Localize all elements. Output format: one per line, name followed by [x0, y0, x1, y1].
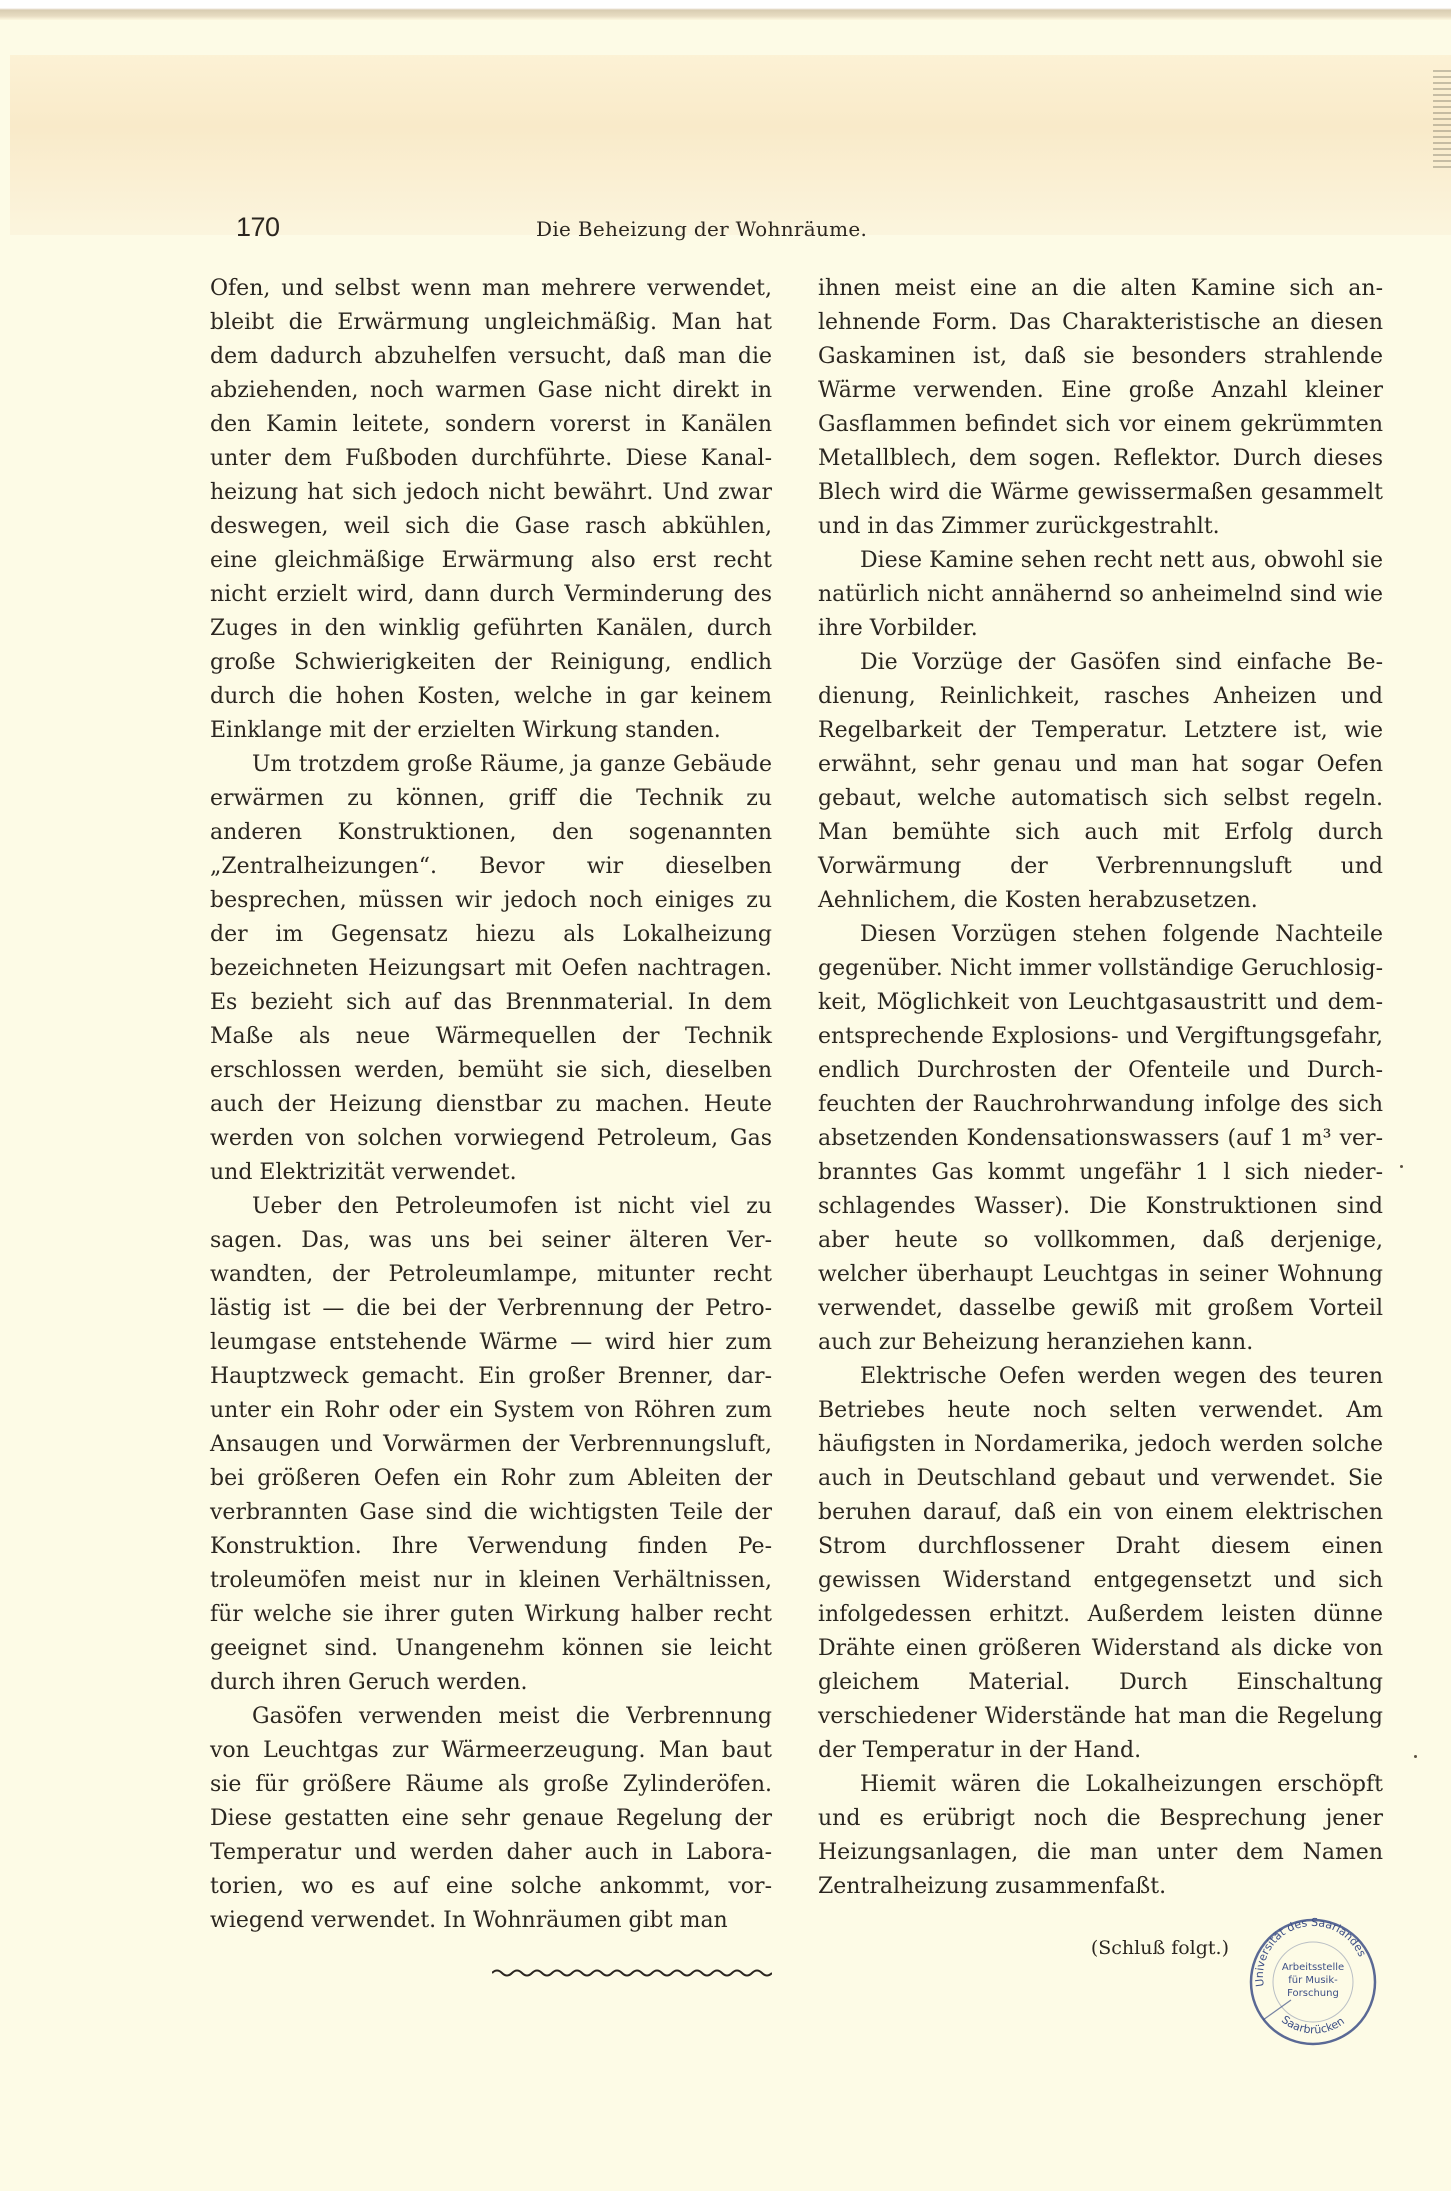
paragraph: Diesen Vorzügen stehen folgende Nachteile gegenüber. Nicht immer vollständige Geruchlosigkeit, Möglichkeit von Leuchtgasaustritt und dementsprechende Explosions- und Vergiftungsgefahr, endlich Durchrosten der Ofenteile und Durchfeuchten der Rauchrohrwandung infolge des sich absetzenden Kondensationswassers (auf 1 m³ verbranntes Gas kommt ungefähr 1 l sich niederschlagendes Wasser). Die Konstruktionen sind aber heute so vollkommen, daß derjenige, welcher überhaupt Leuchtgas in seiner Wohnung verwendet, dasselbe gewiß mit großem Vorteil auch zur Beheizung heranziehen kann. — [818, 922, 1383, 1355]
paragraph: ihnen meist eine an die alten Kamine sich anlehnende Form. Das Charakteristische an diesen Gaskaminen ist, daß sie besonders strahlende Wärme verwenden. Eine große Anzahl kleiner Gasflammen befindet sich vor einem gekrümmten Metallblech, dem sogen. Reflektor. Durch dieses Blech wird die Wärme gewissermaßen gesammelt und in das Zimmer zurückgestrahlt. — [818, 276, 1383, 539]
paper-speck — [1400, 1165, 1403, 1168]
continued-note: (Schluß folgt.) — [1090, 1937, 1229, 1959]
svg-text:Saarbrücken — [1279, 2013, 1347, 2036]
paragraph: Ueber den Petroleumofen ist nicht viel zu sagen. Das, was uns bei seiner älteren Verwandten, der Petroleumlampe, mitunter recht lästig ist — die bei der Verbrennung der Petroleumgase entstehende Wärme — wird hier zum Hauptzweck gemacht. Ein großer Brenner, darunter ein Rohr oder ein System von Röhren zum Ansaugen und Vorwärmen der Verbrennungsluft, bei größeren Oefen ein Rohr zum Ableiten der verbrannten Gase sind die wichtigsten Teile der Konstruktion. Ihre Verwendung finden Petroleumöfen meist nur in kleinen Verhältnissen, für welche sie ihrer guten Wirkung halber recht geeignet sind. Unangenehm können sie leicht durch ihren Geruch werden. — [210, 1194, 772, 1695]
running-title: Die Beheizung der Wohnräume. — [536, 217, 868, 241]
right-column-footer — [818, 1912, 1383, 2052]
stamp-outer-text: Universität des Saarlandes — [1252, 1915, 1369, 1988]
left-column-footer — [210, 1966, 772, 1980]
paragraph: Ofen, und selbst wenn man mehrere verwendet, bleibt die Erwärmung ungleichmäßig. Man hat dem dadurch abzuhelfen versucht, daß man die abziehenden, noch warmen Gase nicht direkt in den Kamin leitete, sondern vorerst in Kanälen unter dem Fußboden durchführte. Diese Kanalheizung hat sich jedoch nicht bewährt. Und zwar deswegen, weil sich die Gase rasch abkühlen, eine gleichmäßige Erwärmung also erst recht nicht erzielt wird, dann durch Verminderung des Zuges in den winklig geführten Kanälen, durch große Schwierigkeiten der Reinigung, endlich durch die hohen Kosten, welche in gar keinem Einklange mit der erzielten Wirkung standen. — [210, 276, 772, 743]
right-column — [818, 272, 1383, 2052]
paragraph: Gasöfen verwenden meist die Verbrennung von Leuchtgas zur Wärmeerzeugung. Man baut sie für größere Räume als große Zylinderöfen. Diese gestatten eine sehr genaue Regelung der Temperatur und werden daher auch in Laboratorien, wo es auf eine solche ankommt, vorwiegend verwendet. In Wohnräumen gibt man — [210, 1704, 772, 1933]
paragraph: Die Vorzüge der Gasöfen sind einfache Bedienung, Reinlichkeit, rasches Anheizen und Regelbarkeit der Temperatur. Letztere ist, wie erwähnt, sehr genau und man hat sogar Oefen gebaut, welche automatisch sich selbst regeln. Man bemühte sich auch mit Erfolg durch Vorwärmung der Verbrennungsluft und Aehnlichem, die Kosten herabzusetzen. — [818, 650, 1383, 913]
running-head — [236, 212, 1166, 260]
stamp-inner-line: Forschung — [1287, 1988, 1339, 1999]
paragraph: Hiemit wären die Lokalheizungen erschöpft und es erübrigt noch die Besprechung jener Heizungsanlagen, die man unter dem Namen Zentralheizung zusammenfaßt. — [818, 1772, 1383, 1899]
stamp-inner-line: für Musik- — [1288, 1975, 1338, 1986]
paragraph: Diese Kamine sehen recht nett aus, obwohl sie natürlich nicht annähernd so anheimelnd sind wie ihre Vorbilder. — [818, 548, 1383, 641]
stamp-bottom-text: Saarbrücken — [1279, 2013, 1347, 2037]
paragraph: Um trotzdem große Räume, ja ganze Gebäude erwärmen zu können, griff die Technik zu anderen Konstruktionen, den sogenannten „Zentralheizungen“. Bevor wir dieselben besprechen, müssen wir jedoch noch einiges zu der im Gegensatz hiezu als Lokalheizung bezeichneten Heizungsart mit Oefen nachtragen. Es bezieht sich auf das Brennmaterial. In dem Maße als neue Wärmequellen der Technik erschlossen werden, bemüht sie sich, dieselben auch der Heizung dienstbar zu machen. Heute werden von solchen vorwiegend Petroleum, Gas und Elektrizität verwendet. — [210, 752, 772, 1185]
stamp-inner-line: Arbeitsstelle — [1281, 1962, 1345, 1973]
paper-speck — [1414, 1755, 1417, 1758]
two-column-body — [210, 272, 1451, 2052]
library-stamp — [1243, 1912, 1383, 2052]
left-column — [210, 272, 772, 1980]
paragraph: Elektrische Oefen werden wegen des teuren Betriebes heute noch selten verwendet. Am häufigsten in Nordamerika, jedoch werden solche auch in Deutschland gebaut und verwendet. Sie beruhen darauf, daß ein von einem elektrischen Strom durchflossener Draht diesem einen gewissen Widerstand entgegensetzt und sich infolgedessen erhitzt. Außerdem leisten dünne Drähte einen größeren Widerstand als dicke von gleichem Material. Durch Einschaltung verschiedener Widerstände hat man die Regelung der Temperatur in der Hand. — [818, 1364, 1383, 1763]
wavy-divider — [492, 1966, 772, 1980]
page-number: 170 — [236, 212, 280, 242]
